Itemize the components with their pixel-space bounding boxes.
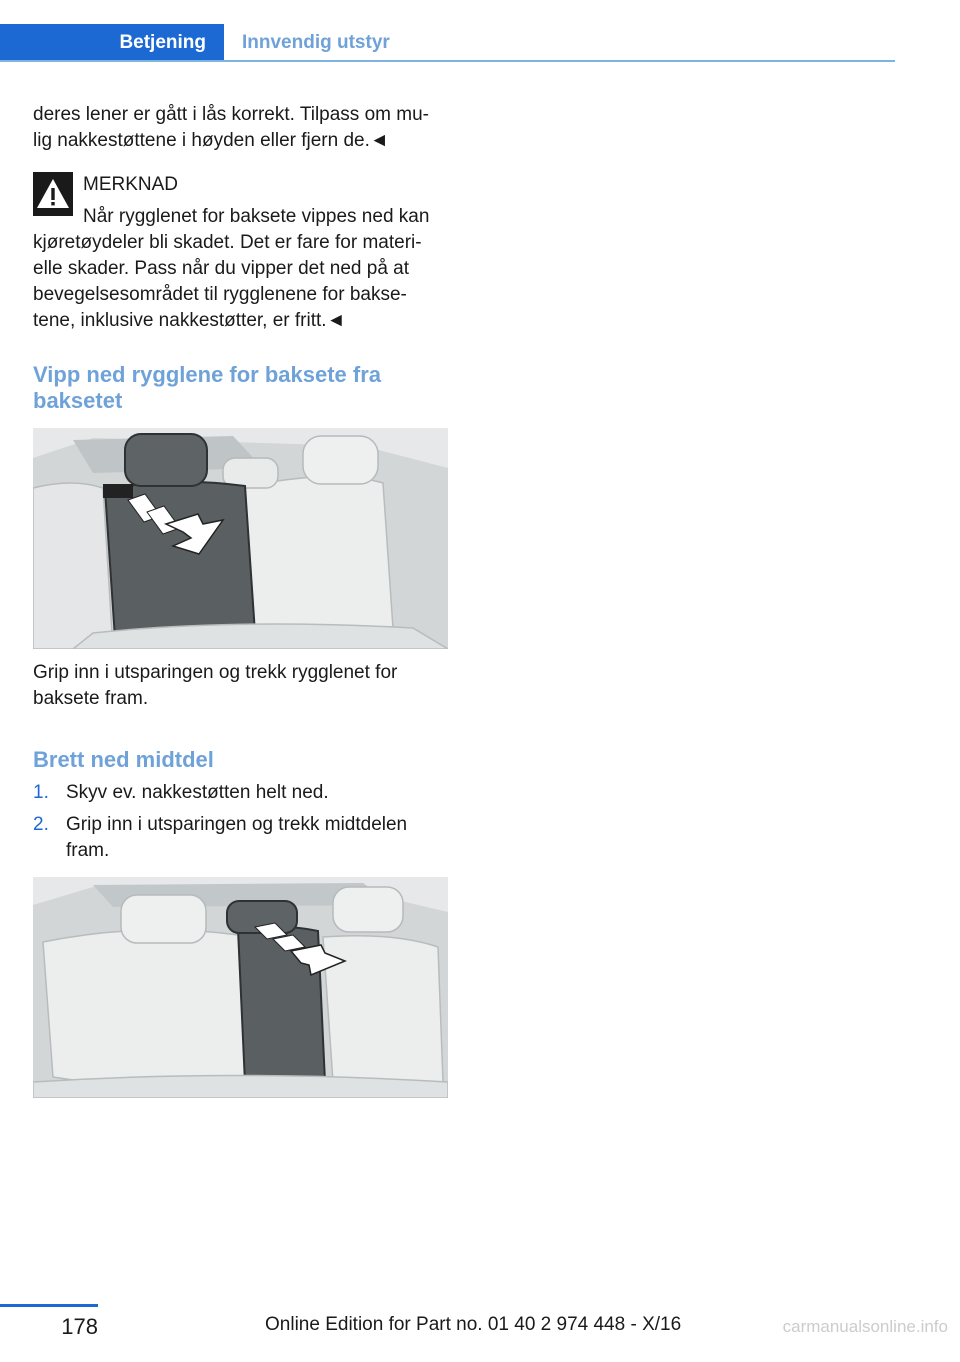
section-2: [33, 747, 448, 773]
note-line-2: kjøretøydeler bli skadet. Det er fare for materi‐: [33, 232, 422, 253]
watermark-text: carmanualsonline.info: [782, 1317, 948, 1336]
section-1-heading: [33, 362, 448, 414]
note-line-5: tene, inklusive nakkestøtter, er fritt.◄: [33, 310, 346, 331]
tab-innvendig-utstyr[interactable]: Innvendig utstyr: [242, 32, 390, 53]
page-number: 178: [61, 1314, 98, 1339]
caption-line-1: Grip inn i utsparingen og trekk rygglenet for: [33, 662, 398, 683]
header-rule: [0, 60, 895, 62]
edition-text: Online Edition for Part no. 01 40 2 974 448 - X/16: [265, 1314, 682, 1335]
note-line-4: bevegelsesområdet til rygglenene for bakse‐: [33, 284, 407, 305]
rear-seat-backrest-illustration: [33, 428, 448, 649]
note-line-1: Når rygglenet for baksete vippes ned kan: [83, 206, 430, 227]
intro-paragraph: [33, 102, 448, 154]
section-1-caption: [33, 660, 448, 712]
intro-line-1: deres lener er gått i lås korrekt. Tilpass om mu‐: [33, 104, 429, 125]
footer-rule: [0, 1304, 98, 1307]
list-item: [33, 812, 448, 864]
tab-betjening[interactable]: Betjening: [0, 24, 224, 62]
warning-triangle-icon: [33, 172, 73, 216]
note-body: [33, 230, 448, 334]
list-item: [33, 780, 448, 806]
step-number: 1.: [33, 782, 49, 803]
step-text: Grip inn i utsparingen og trekk midtdelen: [66, 814, 408, 835]
step-number: 2.: [33, 814, 49, 835]
page-header: [0, 24, 895, 62]
step-text: Skyv ev. nakkestøtten helt ned.: [66, 782, 329, 803]
note-label: MERKNAD: [83, 174, 179, 195]
rear-seat-middle-section-illustration: [33, 877, 448, 1098]
step-text-cont: fram.: [66, 840, 110, 861]
section-1-heading-line-1: Vipp ned rygglene for baksete fra: [33, 362, 382, 387]
section-2-heading: Brett ned midtdel: [33, 747, 214, 772]
steps-list: [33, 780, 448, 864]
caption-line-2: baksete fram.: [33, 688, 149, 709]
intro-line-2: lig nakkestøttene i høyden eller fjern de.◄: [33, 130, 389, 151]
section-1-heading-line-2: baksetet: [33, 388, 123, 413]
steps-list-container: [33, 780, 448, 870]
note-line-3: elle skader. Pass når du vipper det ned på at: [33, 258, 410, 279]
